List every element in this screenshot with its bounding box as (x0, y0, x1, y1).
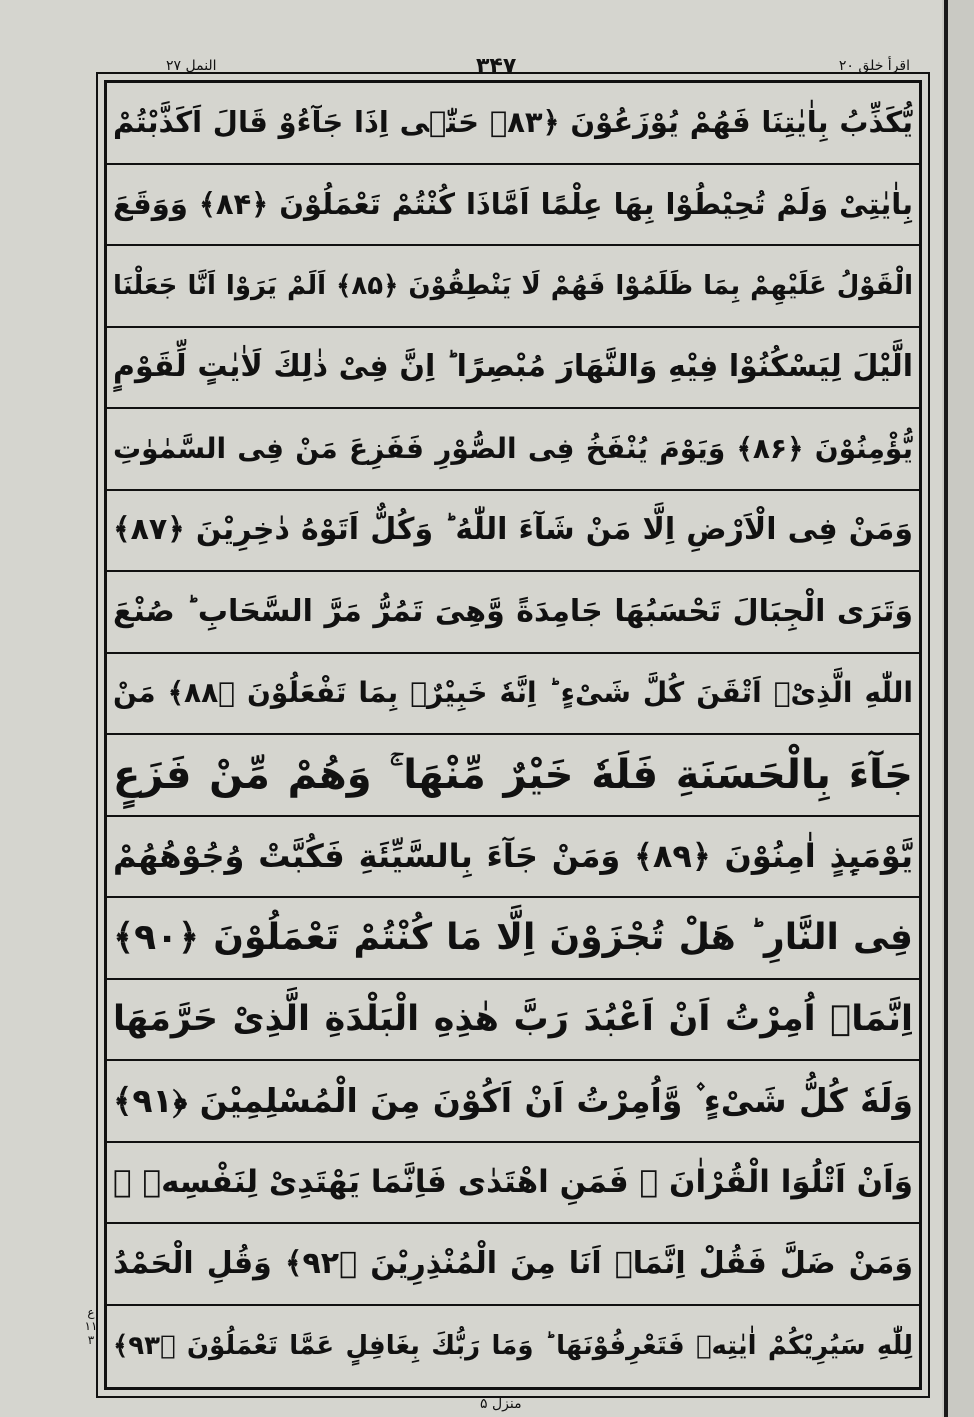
binding-line (944, 0, 948, 1417)
page-number: ۳۴۷ (476, 54, 517, 79)
text-line-6 (107, 491, 919, 573)
line-text: یُّؤْمِنُوْنَ ﴿۸۶﴾ وَیَوْمَ یُنْفَخُ فِی الصُّوْرِ فَفَزِعَ مَنْ فِی السَّمٰوٰتِ (113, 431, 913, 465)
surah-name: النمل ۲۷ (166, 58, 217, 74)
line-text: الْقَوْلُ عَلَیْهِمْ بِمَا ظَلَمُوْا فَهُمْ لَا یَنْطِقُوْنَ ﴿۸۵﴾ اَلَمْ یَرَوْا اَنَّا جَعَلْنَا (113, 270, 913, 301)
text-line-10 (107, 817, 919, 899)
line-text: یُّکَذِّبُ بِاٰیٰتِنَا فَهُمْ یُوْزَعُوْنَ ﴿۸۳﴾ حَتّٰۤی اِذَا جَآءُوْ قَالَ اَكَذَّبْتُمْ (113, 105, 913, 140)
manzil-footer: منزل ۵ (480, 1396, 522, 1412)
line-text: وَمَنْ فِی الْاَرْضِ اِلَّا مَنْ شَآءَ اللّٰهُ ؕ وَكُلٌّ اَتَوْهُ دٰخِرِیْنَ ﴿۸۷﴾ (113, 512, 913, 548)
line-text: وَلَهٗ كُلُّ شَیْءٍ ۫ وَّاُمِرْتُ اَنْ اَكُوْنَ مِنَ الْمُسْلِمِیْنَ ﴿۹۱﴾ (113, 1081, 913, 1121)
text-line-4 (107, 328, 919, 410)
ruku-marker: ع ۱۱ ۳ (84, 1305, 98, 1347)
text-line-2 (107, 165, 919, 247)
line-text: اللّٰهِ الَّذِیْۤ اَتْقَنَ كُلَّ شَیْءٍ ؕ اِنَّهٗ خَبِیْرٌۢ بِمَا تَفْعَلُوْنَ ﴿۸۸﴾ مَنْ (113, 676, 913, 710)
text-line-12 (107, 980, 919, 1062)
text-line-3 (107, 246, 919, 328)
line-text: وَتَرَی الْجِبَالَ تَحْسَبُهَا جَامِدَةً وَّهِیَ تَمُرُّ مَرَّ السَّحَابِ ؕ صُنْعَ (113, 593, 913, 629)
line-text: یَّوْمَىِٕذٍ اٰمِنُوْنَ ﴿۸۹﴾ وَمَنْ جَآءَ بِالسَّیِّئَةِ فَكُبَّتْ وُجُوْهُهُمْ (113, 837, 914, 876)
text-line-14 (107, 1143, 919, 1225)
text-line-8 (107, 654, 919, 736)
text-line-9 (107, 735, 919, 817)
line-text: وَمَنْ ضَلَّ فَقُلْ اِنَّمَاۤ اَنَا مِنَ الْمُنْذِرِیْنَ ﴿۹۲﴾ وَقُلِ الْحَمْدُ (113, 1245, 913, 1281)
text-line-1 (107, 83, 919, 165)
text-line-16 (107, 1306, 919, 1388)
line-text: وَاَنْ اَتْلُوَا الْقُرْاٰنَ ۚ فَمَنِ اهْتَدٰی فَاِنَّمَا یَهْتَدِیْ لِنَفْسِهٖ ۚ (113, 1163, 913, 1200)
line-text: اِنَّمَاۤ اُمِرْتُ اَنْ اَعْبُدَ رَبَّ هٰذِهِ الْبَلْدَةِ الَّذِیْ حَرَّمَهَا (113, 998, 913, 1039)
text-line-15 (107, 1224, 919, 1306)
text-line-11 (107, 898, 919, 980)
line-text: جَآءَ بِالْحَسَنَةِ فَلَهٗ خَیْرٌ مِّنْهَا ۚ وَهُمْ مِّنْ فَزَعٍ (113, 751, 913, 798)
text-line-13 (107, 1061, 919, 1143)
text-lines (107, 83, 919, 1387)
line-text: بِاٰیٰتِیْ وَلَمْ تُحِیْطُوْا بِهَا عِلْمًا اَمَّاذَا كُنْتُمْ تَعْمَلُوْنَ ﴿۸۴﴾ وَوَقَعَ (113, 186, 913, 221)
line-text: فِی النَّارِ ؕ هَلْ تُجْزَوْنَ اِلَّا مَا كُنْتُمْ تَعْمَلُوْنَ ﴿۹۰﴾ (113, 916, 913, 958)
line-text: الَّیْلَ لِیَسْكُنُوْا فِیْهِ وَالنَّهَارَ مُبْصِرًا ؕ اِنَّ فِیْ ذٰلِكَ لَاٰیٰتٍ لِّقَوْمٍ (113, 349, 913, 385)
para-name: اقرأ خلق ۲۰ (838, 58, 910, 74)
text-line-5 (107, 409, 919, 491)
line-text: لِلّٰهِ سَیُرِیْكُمْ اٰیٰتِهٖ فَتَعْرِفُوْنَهَا ؕ وَمَا رَبُّكَ بِغَافِلٍ عَمَّا تَعْمَلُوْنَ ﴿۹۳﴾ (113, 1331, 913, 1362)
text-line-7 (107, 572, 919, 654)
